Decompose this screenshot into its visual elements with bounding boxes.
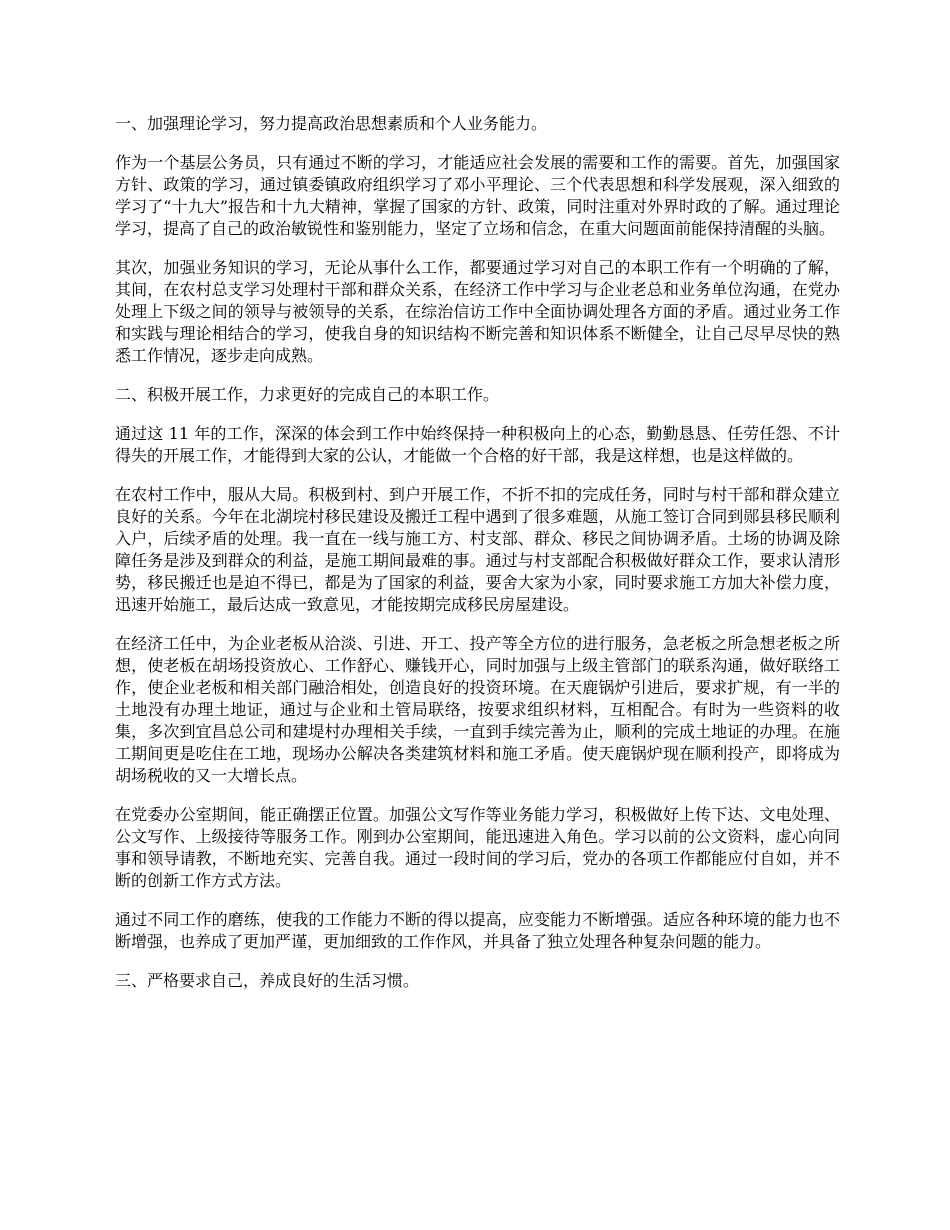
paragraph-economic-work: 在经济工任中，为企业老板从洽淡、引进、开工、投产等全方位的进行服务，急老板之所急想老板之所想，使老板在胡场投资放心、工作舒心、赚钱开心，同时加强与上级主管部门的联系沟通，做好联络工作，使企业老板和相关部门融洽相处，创造良好的投资环境。在天鹿锅炉引进后，要求扩规，有一半的土地没有办理土地证，通过与企业和土管局联络，按要求组织材料，互相配合。有时为一些资料的收集，多次到宜昌总公司和建堤村办理相关手续，一直到手续完善为止，顺利的完成土地证的办理。在施工期间更是吃住在工地，现场办公解决各类建筑材料和施工矛盾。使天鹿锅炉现在顺利投产，即将成为胡场税收的又一大增长点。	[115, 634, 840, 785]
paragraph-rural-work: 在农村工作中，服从大局。积极到村、到户开展工作，不折不扣的完成任务，同时与村干部和群众建立良好的关系。今年在北湖垸村移民建设及搬迁工程中遇到了很多难题，从施工签订合同到郧县移民顺利入户，后续矛盾的处理。我一直在一线与施工方、村支部、群众、移民之间协调矛盾。土场的协调及除障任务是涉及到群众的利益，是施工期间最难的事。通过与村支部配合积极做好群众工作，要求认清形势，移民搬迁也是迫不得已，都是为了国家的利益，要舍大家为小家，同时要求施工方加大补偿力度，迅速开始施工，最后达成一致意见，才能按期完成移民房屋建设。	[115, 485, 840, 614]
paragraph-party-office: 在党委办公室期间，能正确摆正位置。加强公文写作等业务能力学习，积极做好上传下达、文电处理、公文写作、上级接待等服务工作。刚到办公室期间，能迅速进入角色。学习以前的公文资料，虚心向同事和领导请教，不断地充实、完善自我。通过一段时间的学习后，党办的各项工作都能应付自如，并不断的创新工作方式方法。	[115, 805, 840, 890]
paragraph-work-ability: 通过不同工作的磨练，使我的工作能力不断的得以提高，应变能力不断增强。适应各种环境的能力也不断增强，也养成了更加严谨，更加细致的工作作风，并具备了独立处理各种复杂问题的能力。	[115, 910, 840, 951]
paragraph-theory-study: 作为一个基层公务员，只有通过不断的学习，才能适应社会发展的需要和工作的需要。首先，加强国家方针、政策的学习，通过镇委镇政府组织学习了邓小平理论、三个代表思想和科学发展观，深入细致的学习了“十九大”报告和十九大精神，掌握了国家的方针、政策，同时注重对外界时政的了解。通过理论学习，提高了自己的政治敏锐性和鉴别能力，坚定了立场和信念，在重大问题面前能保持清醒的头脑。	[115, 153, 840, 238]
section-heading-1: 一、加强理论学习，努力提高政治思想素质和个人业务能力。	[115, 114, 548, 133]
paragraph-business-knowledge: 其次，加强业务知识的学习，无论从事什么工作，都要通过学习对自己的本职工作有一个明确的了解，其间，在农村总支学习处理村干部和群众关系，在经济工作中学习与企业老总和业务单位沟通，在党办处理上下级之间的领导与被领导的关系，在综治信访工作中全面协调处理各方面的矛盾。通过业务工作和实践与理论相结合的学习，使我自身的知识结构不断完善和知识体系不断健全，让自己尽早尽快的熟悉工作情况，逐步走向成熟。	[115, 258, 840, 365]
section-heading-2: 二、积极开展工作，力求更好的完成自己的本职工作。	[115, 385, 500, 404]
section-heading-3: 三、严格要求自己，养成良好的生活习惯。	[115, 971, 420, 990]
document-body	[115, 113, 840, 1009]
paragraph-eleven-years: 通过这 11 年的工作，深深的体会到工作中始终保持一种积极向上的心态，勤勤恳恳、任劳任怨、不计得失的开展工作，才能得到大家的公认，才能做一个合格的好干部，我是这样想，也是这样做的。	[115, 424, 840, 465]
